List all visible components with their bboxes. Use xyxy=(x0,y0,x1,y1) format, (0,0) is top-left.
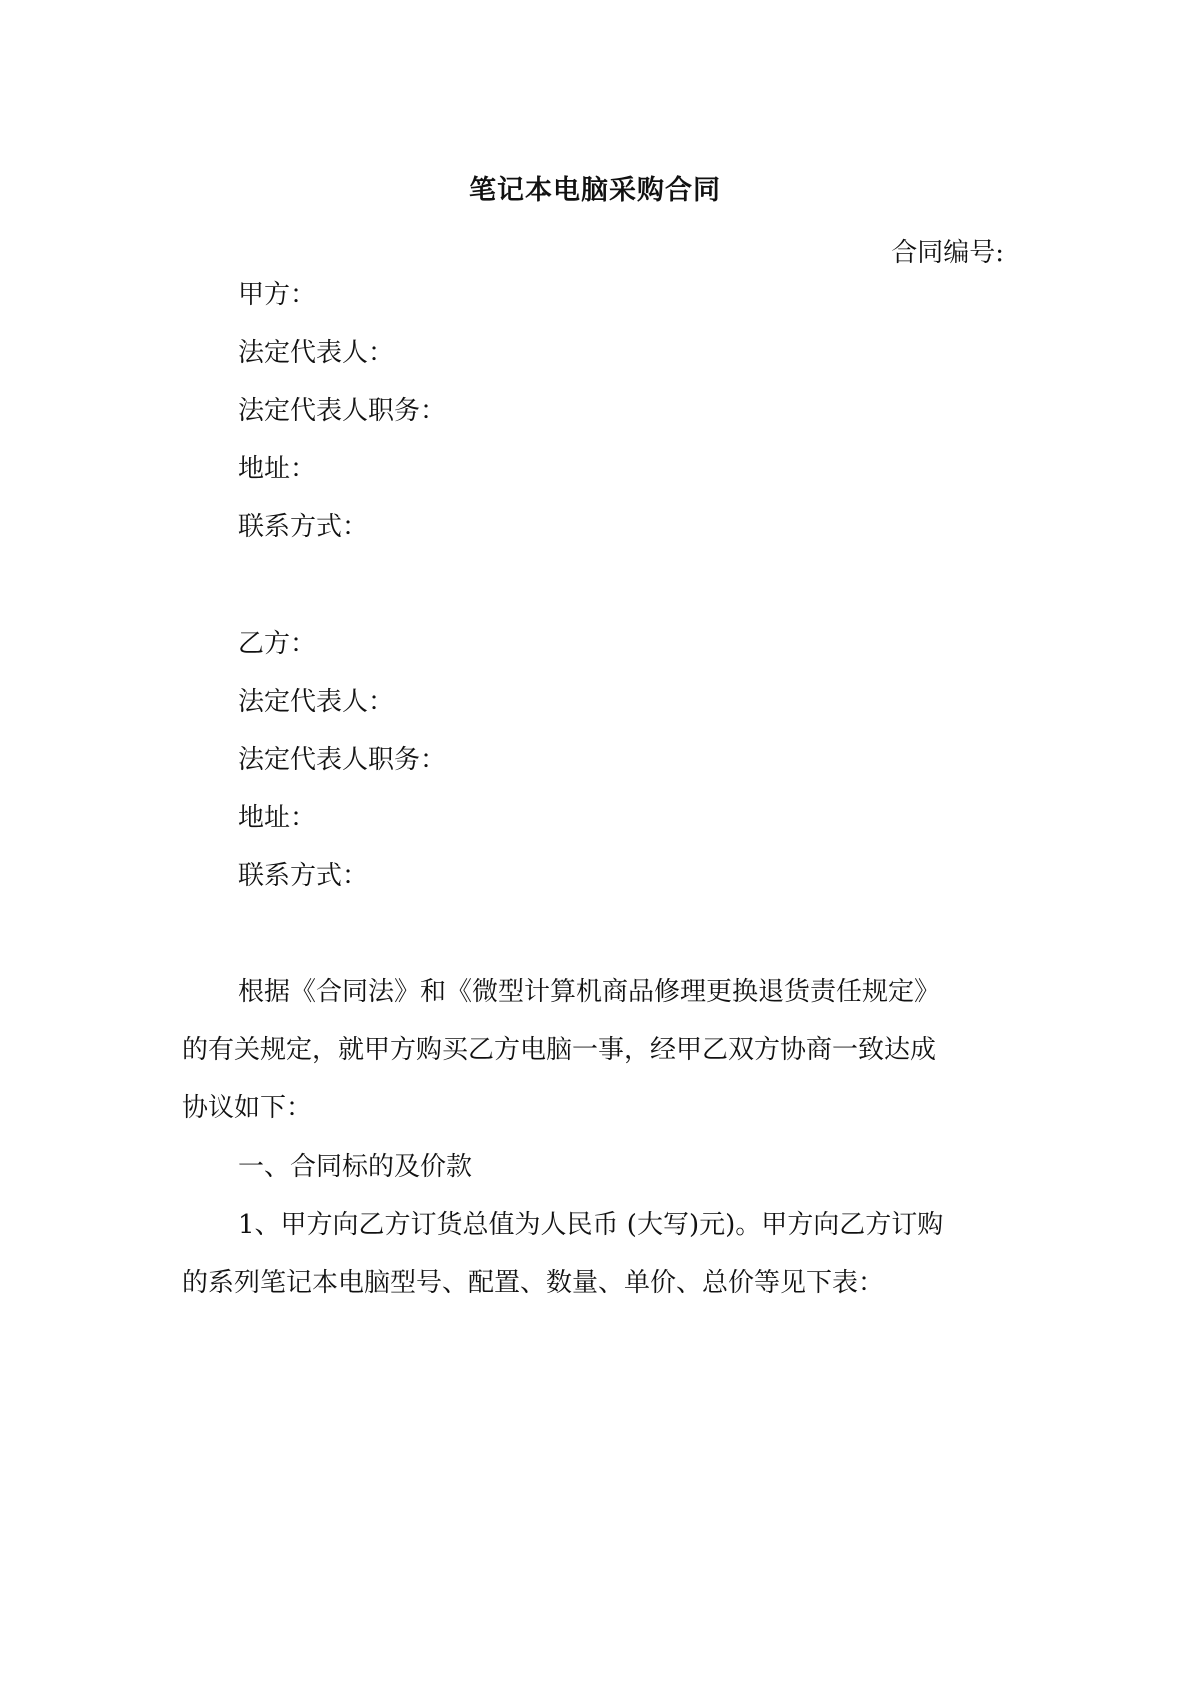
party-b-contact-label: 联系方式： xyxy=(238,861,369,891)
party-a-address-label: 地址： xyxy=(238,454,317,484)
party-a-representative-title-label: 法定代表人职务： xyxy=(238,396,447,426)
document-title: 笔记本电脑采购合同 xyxy=(469,175,721,206)
section-heading: 一、合同标的及价款 xyxy=(238,1152,473,1182)
contract-number-label: 合同编号: xyxy=(891,238,1004,268)
intro-paragraph-line: 协议如下： xyxy=(182,1093,313,1123)
party-a-representative-label: 法定代表人： xyxy=(238,338,395,368)
party-b-name-label: 乙方： xyxy=(238,629,317,659)
party-a-contact-label: 联系方式： xyxy=(238,512,369,542)
clause-line: 的系列笔记本电脑型号、配置、数量、单价、总价等见下表： xyxy=(182,1268,885,1298)
party-b-representative-label: 法定代表人： xyxy=(238,687,395,717)
party-b-representative-title-label: 法定代表人职务： xyxy=(238,745,447,775)
party-a-name-label: 甲方： xyxy=(238,280,317,310)
intro-paragraph-line: 的有关规定，就甲方购买乙方电脑一事，经甲乙双方协商一致达成 xyxy=(182,1035,937,1065)
intro-paragraph-line: 根据《合同法》和《微型计算机商品修理更换退货责任规定》 xyxy=(238,977,941,1007)
clause-line: 1、甲方向乙方订货总值为人民币 (大写)元)。甲方向乙方订购 xyxy=(238,1210,944,1240)
party-b-address-label: 地址： xyxy=(238,803,317,833)
